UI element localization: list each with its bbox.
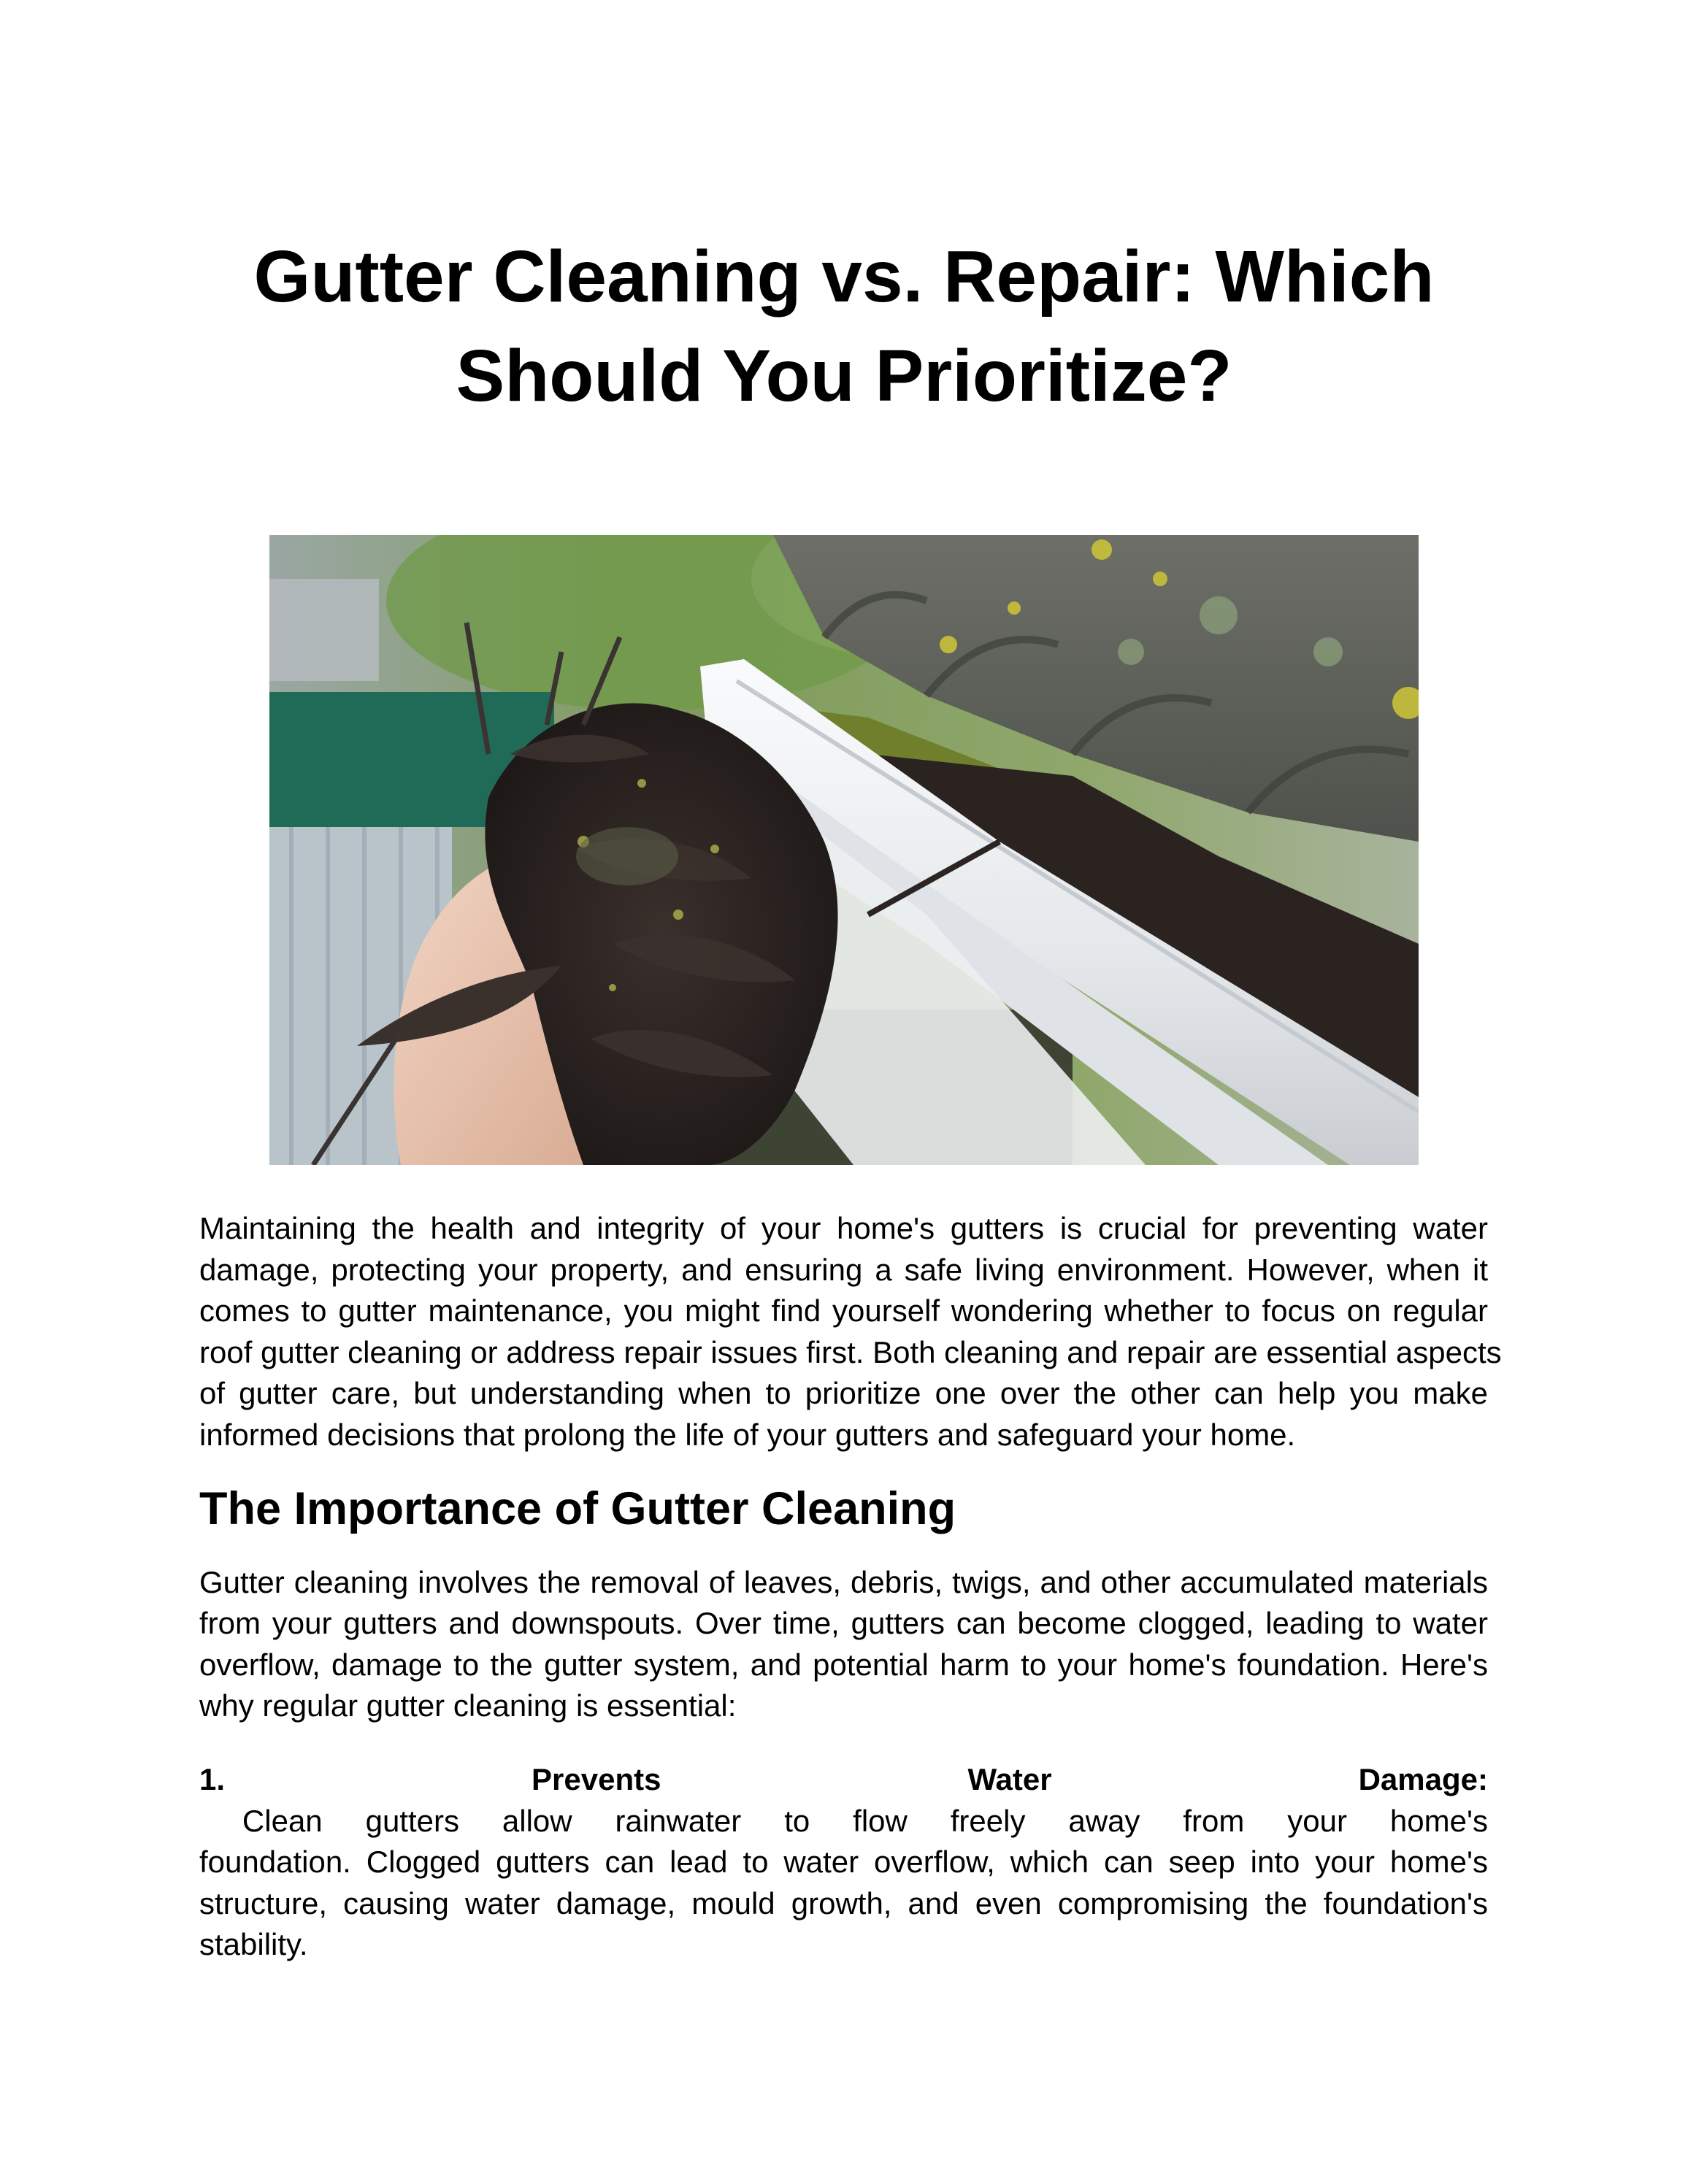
section-heading-text: The Importance of Gutter Cleaning	[199, 1483, 956, 1534]
list-item-text: Clean gutters allow rainwater to flow freely away from your home's	[199, 1803, 1488, 1838]
text-line: overflow, damage to the gutter system, and potential harm to your home's foundation. Here's	[199, 1647, 1488, 1682]
list-item-label: 1. Prevents Water Damage:	[199, 1762, 1488, 1796]
hero-image	[269, 535, 1419, 1165]
intro-paragraph	[199, 1208, 1502, 1456]
title-line-1: Gutter Cleaning vs. Repair: Which	[253, 236, 1435, 318]
text-line: stability.	[199, 1927, 308, 1961]
text-line	[199, 1759, 1488, 1842]
text-line: why regular gutter cleaning is essential:	[199, 1688, 737, 1723]
text-line: Gutter cleaning involves the removal of leaves, debris, twigs, and other accumulated materials	[199, 1564, 1488, 1599]
text-line: foundation. Clogged gutters can lead to water overflow, which can seep into your home's	[199, 1845, 1488, 1879]
cleaning-paragraph	[199, 1562, 1488, 1727]
text-line: of gutter care, but understanding when to prioritize one over the other can help you make	[199, 1376, 1488, 1410]
gutter-photo-illustration	[269, 535, 1419, 1165]
text-line: from your gutters and downspouts. Over time, gutters can become clogged, leading to water	[199, 1606, 1488, 1640]
article-body	[199, 1208, 1502, 1998]
list-item-prevents-water-damage	[199, 1759, 1488, 1966]
text-line: roof gutter cleaning or address repair issues first. Both cleaning and repair are essential aspects	[199, 1334, 1502, 1369]
text-line: structure, causing water damage, mould growth, and even compromising the foundation's	[199, 1885, 1488, 1920]
text-line: informed decisions that prolong the life of your gutters and safeguard your home.	[199, 1417, 1296, 1452]
text-line: damage, protecting your property, and ensuring a safe living environment. However, when it	[199, 1252, 1488, 1287]
section-heading	[199, 1483, 1488, 1534]
title-line-2: Should You Prioritize?	[456, 335, 1232, 417]
text-line: Maintaining the health and integrity of your home's gutters is crucial for preventing water	[199, 1211, 1488, 1245]
page-title	[0, 227, 1688, 426]
text-line: comes to gutter maintenance, you might find yourself wondering whether to focus on regular	[199, 1293, 1488, 1328]
